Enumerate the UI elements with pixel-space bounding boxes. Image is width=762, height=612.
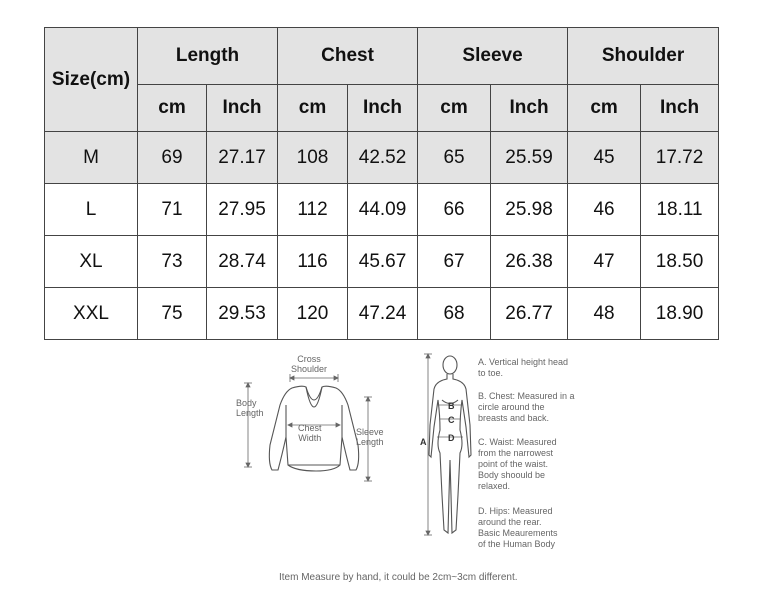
table-cell: 18.50 [641,236,719,288]
table-row [45,184,719,236]
table-row [45,132,719,184]
table-cell: 75 [138,288,207,340]
table-cell: 26.77 [491,288,568,340]
table-cell: 47.24 [348,288,418,340]
unit-header: cm [138,85,207,132]
unit-header: Inch [207,85,278,132]
table-cell: 47 [568,236,641,288]
sleeve-length-label: Sleeve Length [356,427,384,447]
chest-marker-b: B [448,401,455,411]
table-cell: 66 [418,184,491,236]
table-cell: 42.52 [348,132,418,184]
unit-header: cm [568,85,641,132]
note-height: A. Vertical height head to toe. [478,357,569,378]
table-cell: 73 [138,236,207,288]
table-cell: 17.72 [641,132,719,184]
unit-header: cm [418,85,491,132]
table-cell: 25.59 [491,132,568,184]
table-row [45,236,719,288]
measurement-disclaimer: Item Measure by hand, it could be 2cm~3cm different. [279,572,518,583]
size-header: Size(cm) [45,28,138,132]
table-cell: 45 [568,132,641,184]
note-hips: D. Hips: Measured around the rear. Basic Meaurements of the Human Body [478,506,558,549]
table-cell: 45.67 [348,236,418,288]
table-cell: 26.38 [491,236,568,288]
unit-header: cm [278,85,348,132]
table-cell: 69 [138,132,207,184]
size-chart-table [44,27,719,340]
shoulder-header: Shoulder [568,28,719,85]
table-cell: 116 [278,236,348,288]
table-cell: 120 [278,288,348,340]
chest-width-label: Chest Width [298,423,322,443]
table-cell: 46 [568,184,641,236]
cross-shoulder-label: Cross Shoulder [291,354,328,374]
table-cell: 18.11 [641,184,719,236]
length-header: Length [138,28,278,85]
table-cell: 28.74 [207,236,278,288]
table-cell: 29.53 [207,288,278,340]
table-cell: 108 [278,132,348,184]
table-cell: 18.90 [641,288,719,340]
size-cell: M [45,132,138,184]
table-cell: 112 [278,184,348,236]
unit-header: Inch [641,85,719,132]
table-cell: 25.98 [491,184,568,236]
table-cell: 27.17 [207,132,278,184]
sleeve-header: Sleeve [418,28,568,85]
size-cell: XL [45,236,138,288]
table-cell: 65 [418,132,491,184]
measurement-diagram [230,345,590,560]
table-cell: 68 [418,288,491,340]
unit-header: Inch [348,85,418,132]
table-cell: 44.09 [348,184,418,236]
table-cell: 48 [568,288,641,340]
chest-header: Chest [278,28,418,85]
note-chest: B. Chest: Measured in a circle around the breasts and back. [478,391,575,423]
unit-header: Inch [491,85,568,132]
table-cell: 71 [138,184,207,236]
hips-marker-d: D [448,433,455,443]
note-waist: C. Waist: Measured from the narrowest point of the waist. Body shoould be relaxed. [478,437,557,491]
table-cell: 27.95 [207,184,278,236]
size-cell: L [45,184,138,236]
table-row [45,288,719,340]
height-marker-a: A [420,437,427,447]
waist-marker-c: C [448,415,455,425]
body-length-label: Body Length [236,398,264,418]
size-cell: XXL [45,288,138,340]
table-cell: 67 [418,236,491,288]
